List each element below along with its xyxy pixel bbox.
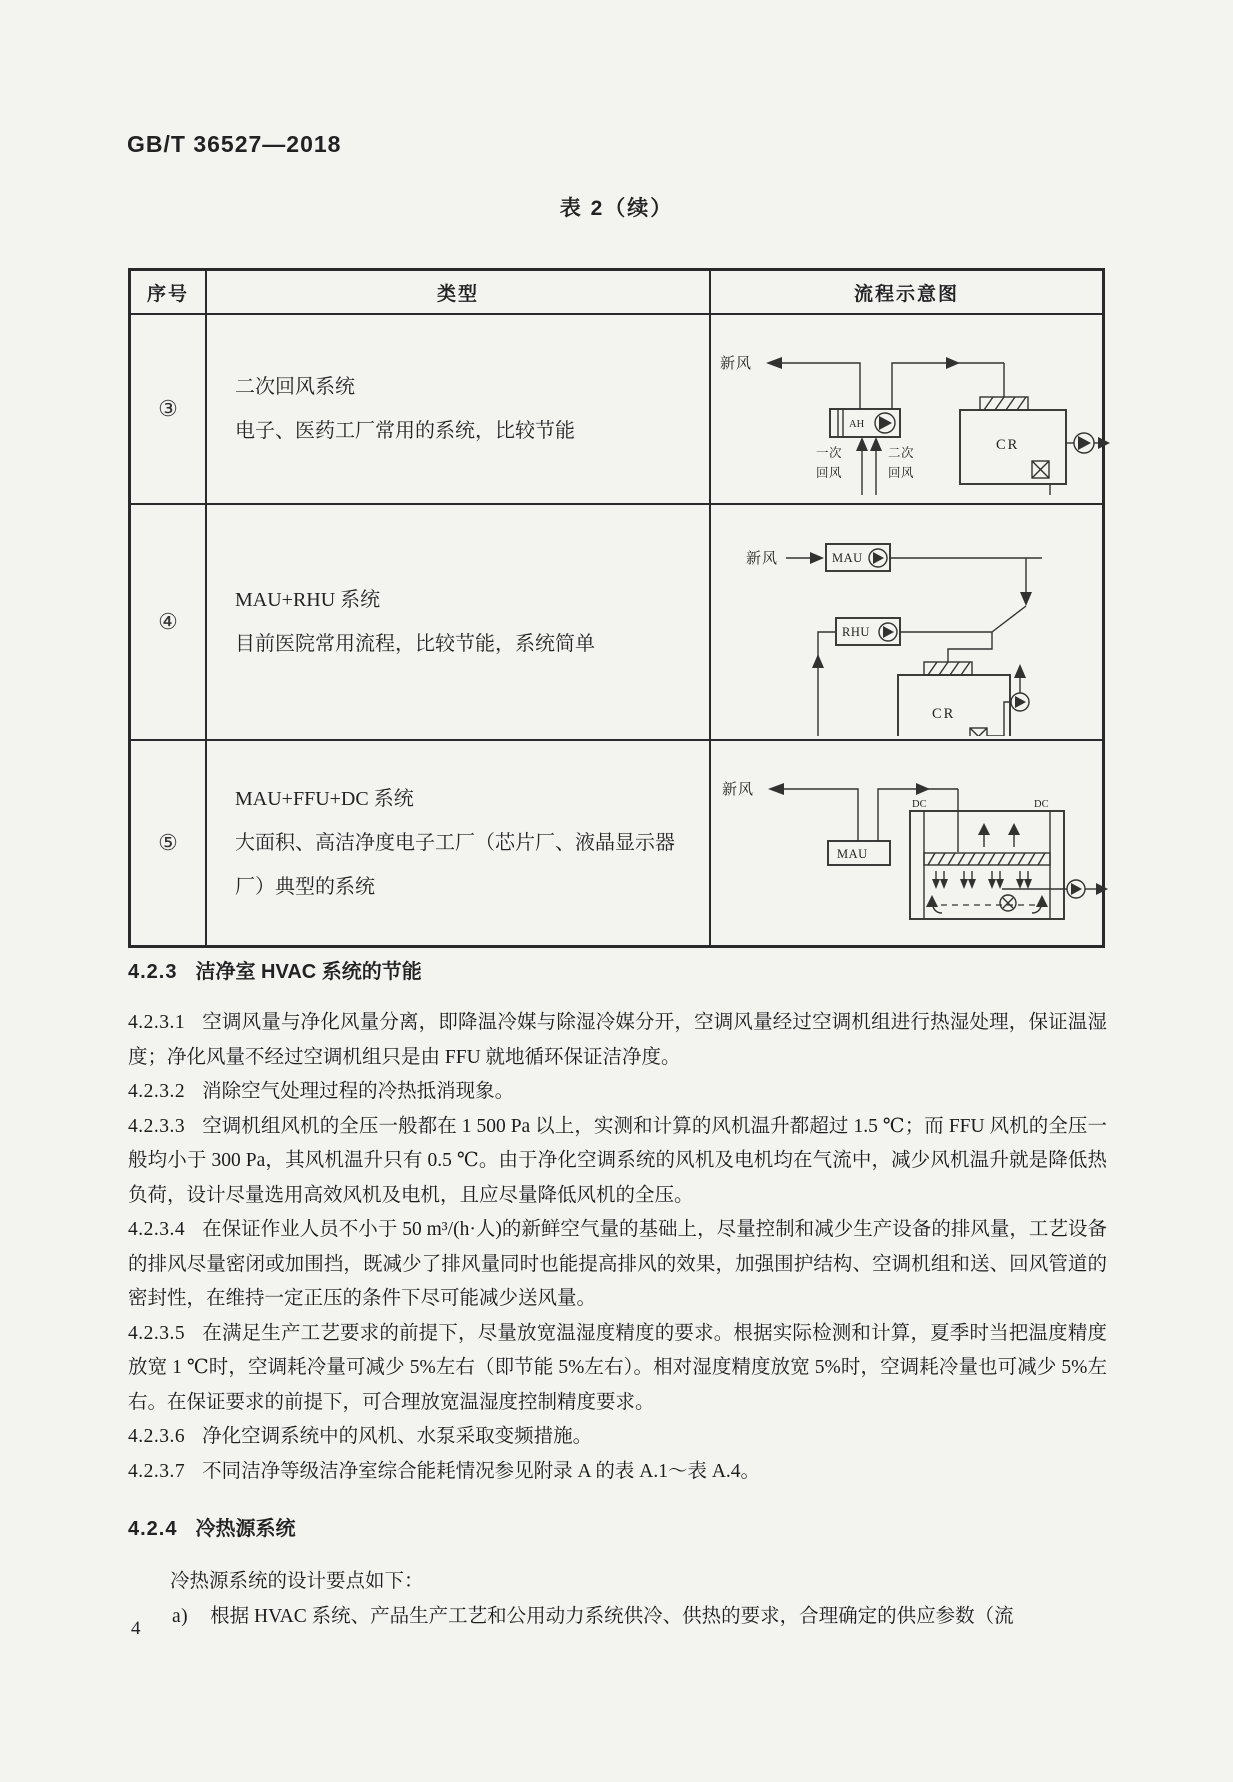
- diagram-mau-rhu-system: [742, 508, 1072, 736]
- col-header-type: 类型: [206, 270, 710, 315]
- arrow-icon: [1036, 895, 1048, 907]
- secondary-return-label: 回风: [888, 466, 915, 480]
- clause-text: 在保证作业人员不小于 50 m³/(h·人)的新鲜空气量的基础上，尽量控制和减少生产设备的排风量，工艺设备的排风尽量密闭或加围挡，既减少了排风量同时也能提高排风的效果，加强围护结构、空调机组和送、回风管道的密封性，在维持一定正压的条件下尽可能减少送风量。: [128, 1219, 1107, 1309]
- primary-return-label: 回风: [816, 466, 843, 480]
- paragraph-4-2-3-7: [128, 1455, 1107, 1490]
- clause-number: 4.2.3.1: [128, 1012, 186, 1033]
- doc-code: GB/T 36527—2018: [127, 131, 342, 157]
- primary-return-label: 一次: [816, 446, 843, 460]
- col-header-no: 序号: [130, 270, 207, 315]
- arrow-icon: [926, 895, 938, 907]
- clause-text: 在满足生产工艺要求的前提下，尽量放宽温湿度精度的要求。根据实际检测和计算，夏季时当把温度精度放宽 1 ℃时，空调耗冷量可减少 5%左右（即节能 5%左右）。相对湿度精度放宽 5%时，空调耗冷量也可减少 5%左右。在保证要求的前提下，可合理放宽温湿度控制精度要求。: [128, 1322, 1107, 1413]
- section-number: 4.2.4: [128, 1518, 178, 1540]
- row-diagram-cell: [710, 504, 1104, 740]
- page-number: 4: [131, 1618, 141, 1639]
- clause-number: 4.2.3.7: [128, 1460, 186, 1482]
- fan-icon: [879, 623, 897, 641]
- ahu-label: AH: [849, 419, 865, 430]
- dry-cooling-coil-box: [910, 799, 1064, 919]
- col-header-diagram: 流程示意图: [710, 270, 1104, 315]
- clause-text: 净化空调系统中的风机、水泵采取变频措施。: [202, 1426, 593, 1447]
- arrow-icon: [1008, 823, 1020, 835]
- row-diagram-cell: [710, 314, 1104, 504]
- arrow-icon: [1020, 592, 1032, 606]
- fresh-air-label: 新风: [745, 551, 778, 567]
- clause-number: 4.2.3.5: [128, 1322, 186, 1344]
- arrow-icon: [1014, 664, 1026, 678]
- paragraph-4-2-3-4: [128, 1213, 1107, 1317]
- arrow-icon: [978, 823, 990, 835]
- arrow-icon: [810, 552, 824, 564]
- ahu-box: [830, 409, 900, 437]
- table-row: [130, 314, 1104, 504]
- paragraph-4-2-3-6: [128, 1420, 1107, 1455]
- clause-number: 4.2.3.3: [128, 1115, 186, 1137]
- arrow-icon: [766, 357, 782, 369]
- row-diagram-cell: [710, 740, 1104, 947]
- arrow-icon: [812, 654, 824, 668]
- fresh-air-label: 新风: [720, 356, 753, 372]
- clause-number: 4.2.3.6: [128, 1426, 186, 1447]
- row-type-cell: [206, 314, 710, 504]
- rhu-label: RHU: [841, 625, 870, 639]
- filter-icon: [924, 662, 972, 675]
- table-2-continued: [128, 268, 1105, 948]
- table-row: [130, 504, 1104, 740]
- section-heading-4-2-3: [128, 958, 1107, 986]
- section-number: 4.2.3: [128, 961, 178, 983]
- paragraph-4-2-3-3: [128, 1110, 1107, 1214]
- type-desc: 电子、医药工厂常用的系统，比较节能: [235, 420, 575, 442]
- cleanroom-box: [898, 675, 1010, 736]
- row-no: ④: [130, 504, 207, 740]
- damper-fan-icon: [970, 728, 987, 736]
- arrow-icon: [1098, 437, 1110, 449]
- mau-box: [828, 841, 890, 865]
- table-caption: 表 2（续）: [559, 197, 674, 220]
- dc-label: DC: [912, 799, 927, 810]
- type-title: 二次回风系统: [235, 376, 355, 398]
- fan-icon: [1067, 880, 1085, 898]
- section-title: 洁净室 HVAC 系统的节能: [195, 961, 422, 983]
- body-text: [128, 958, 1107, 1634]
- arrow-icon: [768, 783, 784, 795]
- damper-fan-icon: [1000, 895, 1016, 911]
- mau-label: MAU: [837, 847, 868, 861]
- arrow-icon: [1096, 883, 1108, 895]
- diagram-secondary-return-system: [712, 323, 1112, 495]
- table-header-row: [130, 270, 1104, 315]
- dc-label: DC: [1034, 799, 1049, 810]
- table-row: [130, 740, 1104, 947]
- clause-text: 空调风量与净化风量分离，即降温冷媒与除湿冷媒分开，空调风量经过空调机组进行热湿处理，保证温湿度；净化风量不经过空调机组只是由 FFU 就地循环保证洁净度。: [128, 1012, 1107, 1068]
- paragraph-4-2-3-5: [128, 1317, 1107, 1421]
- secondary-return-label: 二次: [888, 446, 915, 460]
- damper-fan-icon: [1032, 461, 1049, 478]
- fan-icon: [869, 549, 887, 567]
- clause-number: 4.2.3.4: [128, 1219, 186, 1240]
- arrow-icon: [870, 437, 882, 451]
- type-desc: 大面积、高洁净度电子工厂（芯片厂、液晶显示器厂）典型的系统: [235, 832, 675, 898]
- cleanroom-box: [960, 410, 1066, 484]
- row-type-cell: [206, 504, 710, 740]
- arrow-icon: [916, 783, 930, 795]
- clause-number: 4.2.3.2: [128, 1081, 186, 1102]
- clause-text: 消除空气处理过程的冷热抵消现象。: [202, 1081, 515, 1102]
- paragraph-4-2-3-2: [128, 1075, 1107, 1110]
- clause-text: 不同洁净等级洁净室综合能耗情况参见附录 A 的表 A.1～表 A.4。: [202, 1460, 761, 1482]
- list-item-marker: a): [172, 1605, 189, 1627]
- diagram-mau-ffu-dc-system: [712, 753, 1112, 933]
- section-title: 冷热源系统: [195, 1518, 296, 1540]
- arrow-icon: [856, 437, 868, 451]
- type-desc: 目前医院常用流程，比较节能，系统简单: [235, 633, 595, 655]
- list-item-text: 根据 HVAC 系统、产品生产工艺和公用动力系统供冷、供热的要求，合理确定的供应参数（流: [210, 1605, 1014, 1627]
- intro-line: 冷热源系统的设计要点如下：: [170, 1571, 424, 1592]
- cleanroom-label: CR: [996, 437, 1020, 453]
- supply-airflow-arrows: [932, 871, 1032, 889]
- row-no: ⑤: [130, 740, 207, 947]
- paragraph-4-2-3-1: [128, 1006, 1107, 1075]
- list-item-a: [128, 1600, 1107, 1635]
- row-no: ③: [130, 314, 207, 504]
- filter-icon: [980, 397, 1028, 410]
- type-title: MAU+FFU+DC 系统: [235, 788, 414, 810]
- fan-icon: [875, 413, 895, 433]
- mau-box: [826, 544, 890, 571]
- type-title: MAU+RHU 系统: [235, 589, 381, 611]
- rhu-box: [836, 618, 900, 645]
- fan-icon: [1074, 433, 1094, 453]
- row-type-cell: [206, 740, 710, 947]
- cleanroom-label: CR: [931, 706, 955, 722]
- fresh-air-label: 新风: [722, 782, 755, 798]
- fan-icon: [1011, 693, 1029, 711]
- clause-text: 空调机组风机的全压一般都在 1 500 Pa 以上，实测和计算的风机温升都超过 1.5 ℃；而 FFU 风机的全压一般均小于 300 Pa，其风机温升只有 0.5 ℃。由于净化空调系统的风机及电机均在气流中，减少风机温升就是降低热负荷，设计尽量选用高效风机及电机，且应尽量降低风机的全压。: [128, 1115, 1107, 1206]
- mau-label: MAU: [831, 551, 863, 565]
- ffu-filter-icon: [924, 853, 1050, 865]
- arrow-icon: [946, 357, 960, 369]
- section-heading-4-2-4: [128, 1515, 1107, 1543]
